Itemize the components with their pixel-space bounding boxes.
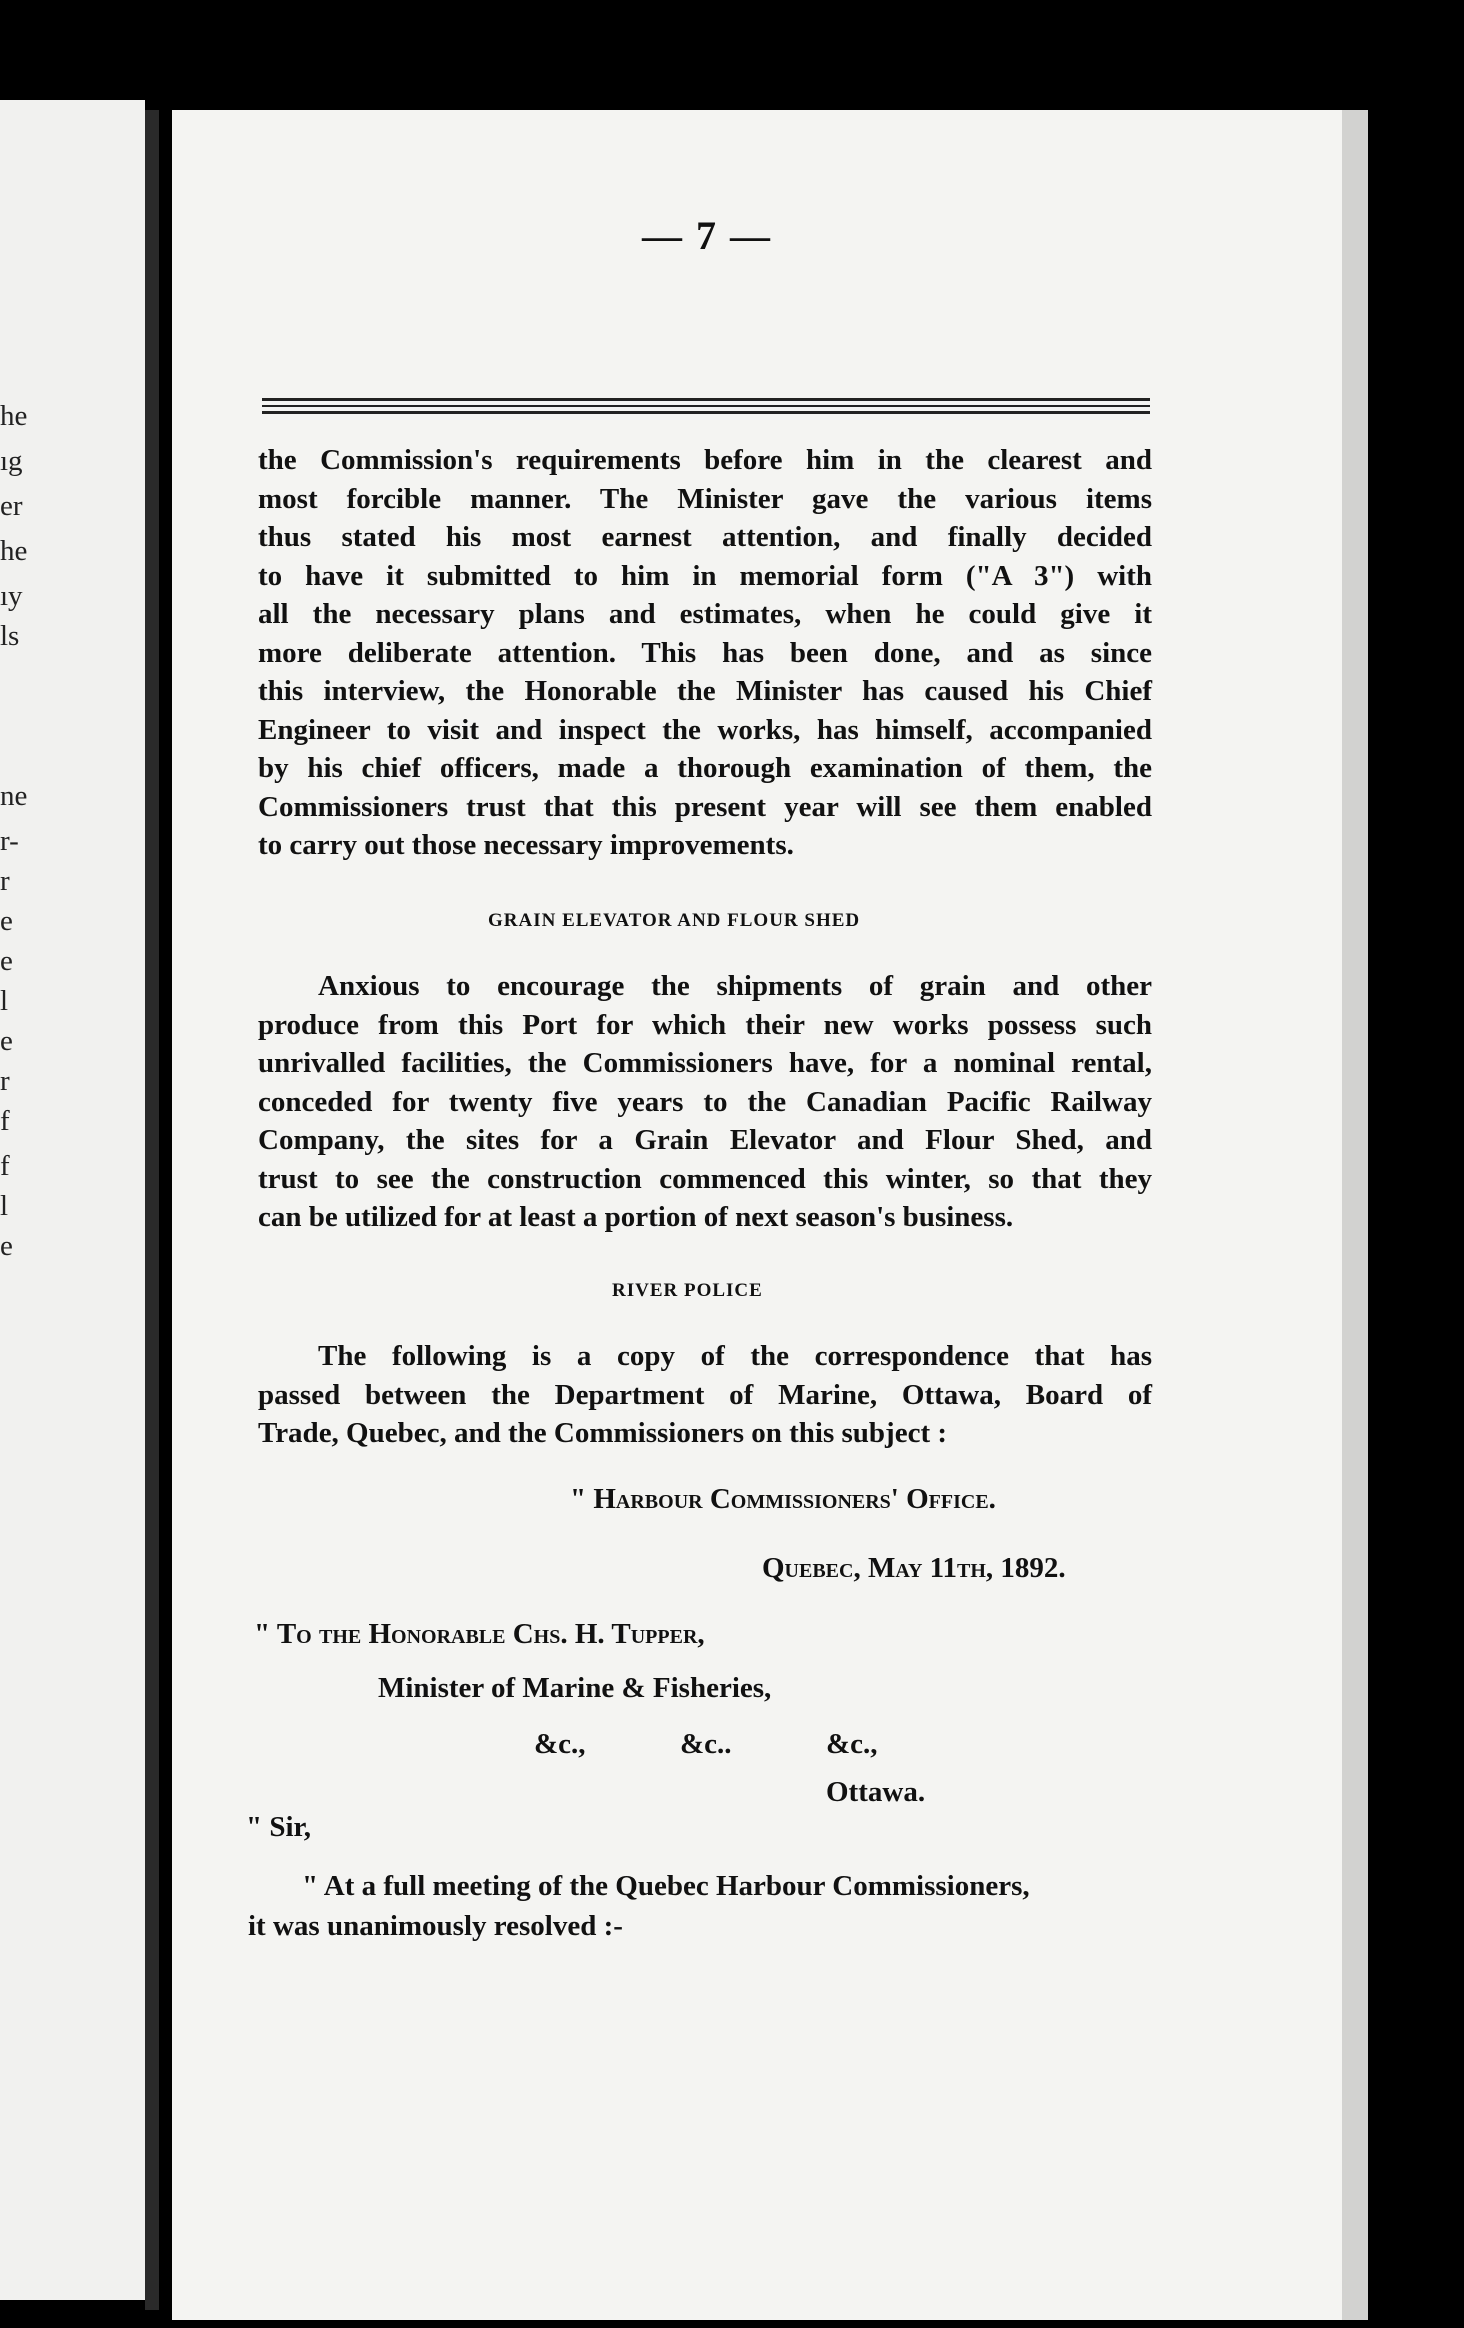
letter-addressee (254, 1618, 705, 1651)
text-line: all the necessary plans and estimates, when he could give it (258, 598, 1152, 630)
addressee-name: " To the Honorable Chs. H. Tupper, (254, 1618, 705, 1650)
adjacent-page-fragment: r (0, 865, 10, 897)
page-edge-shadow (1342, 110, 1368, 2320)
text-line: unrivalled facilities, the Commissioners have, for a nominal rental, (258, 1047, 1152, 1079)
text-line: this interview, the Honorable the Minister has caused his Chief (258, 675, 1152, 707)
adjacent-page-strip (0, 100, 145, 2300)
adjacent-page-fragment: r (0, 1065, 10, 1097)
text-line: Engineer to visit and inspect the works, has himself, accompanied (258, 713, 1152, 746)
text-line: to carry out those necessary improvements. (258, 829, 794, 861)
adjacent-page-fragment: l (0, 985, 9, 1017)
letter-body-line: " At a full meeting of the Quebec Harbour Commissioners, (302, 1870, 1030, 1902)
text-line: Trade, Quebec, and the Commissioners on this subject : (258, 1417, 948, 1449)
header-rule-top (262, 398, 1150, 401)
adjacent-page-fragment: he (0, 400, 28, 432)
letter-addressee-title: Minister of Marine & Fisheries, (378, 1672, 772, 1704)
adjacent-page-fragment: he (0, 535, 28, 567)
adjacent-page-fragment: e (0, 905, 13, 937)
text-line: thus stated his most earnest attention, and finally decided (258, 521, 1152, 553)
adjacent-page-fragment: e (0, 945, 13, 977)
letter-body-line: it was unanimously resolved :- (248, 1910, 623, 1942)
adjacent-page-fragment: ıg (0, 445, 23, 477)
text-line: to have it submitted to him in memorial form ("A 3") with (258, 559, 1152, 592)
header-rule-middle (262, 405, 1150, 407)
letter-salutation: " Sir, (246, 1811, 311, 1843)
adjacent-page-fragment: e (0, 1230, 13, 1262)
paragraph-commission-requirements (258, 441, 1152, 865)
adjacent-page-fragment: ne (0, 780, 28, 812)
text-line: The following is a copy of the correspondence that has (318, 1340, 1152, 1372)
adjacent-page-fragment: ls (0, 620, 20, 652)
letter-etc-2: &c.. (680, 1728, 732, 1760)
text-line: more deliberate attention. This has been done, and as since (258, 636, 1152, 669)
adjacent-page-fragment: er (0, 490, 23, 522)
section-heading-grain-elevator: GRAIN ELEVATOR AND FLOUR SHED (488, 910, 861, 931)
header-rule-bottom (262, 411, 1150, 414)
text-line: can be utilized for at least a portion of next season's business. (258, 1201, 1014, 1233)
letter-place-date: Quebec, May 11th, 1892. (762, 1552, 1066, 1584)
section-heading-river-police: RIVER POLICE (612, 1280, 763, 1301)
adjacent-page-fragment: f (0, 1105, 10, 1137)
letter-etc-3: &c., (826, 1728, 878, 1760)
adjacent-page-fragment: r- (0, 825, 19, 857)
adjacent-page-fragment: e (0, 1025, 13, 1057)
book-gutter (145, 110, 159, 2310)
text-line: the Commission's requirements before him in the clearest and (258, 444, 1152, 476)
text-line: Anxious to encourage the shipments of grain and other (318, 970, 1152, 1002)
letter-city: Ottawa. (826, 1776, 926, 1808)
text-line: Commissioners trust that this present year will see them enabled (258, 790, 1152, 823)
text-line: conceded for twenty five years to the Canadian Pacific Railway (258, 1085, 1152, 1118)
page-number: — 7 — (642, 213, 772, 258)
text-line: passed between the Department of Marine, Ottawa, Board of (258, 1378, 1152, 1411)
text-line: produce from this Port for which their new works possess such (258, 1008, 1152, 1041)
text-line: by his chief officers, made a thorough examination of them, the (258, 752, 1152, 784)
adjacent-page-fragment: ıy (0, 580, 23, 612)
adjacent-page-fragment: f (0, 1150, 10, 1182)
letter-etc-1: &c., (534, 1728, 586, 1760)
adjacent-page-fragment: l (0, 1190, 9, 1222)
paragraph-grain-elevator (258, 967, 1152, 1237)
text-line: most forcible manner. The Minister gave the various items (258, 482, 1152, 515)
text-line: Company, the sites for a Grain Elevator and Flour Shed, and (258, 1124, 1152, 1156)
letter-office-heading: " Harbour Commissioners' Office. (570, 1483, 996, 1515)
paragraph-correspondence (258, 1337, 1152, 1453)
text-line: trust to see the construction commenced this winter, so that they (258, 1162, 1152, 1195)
